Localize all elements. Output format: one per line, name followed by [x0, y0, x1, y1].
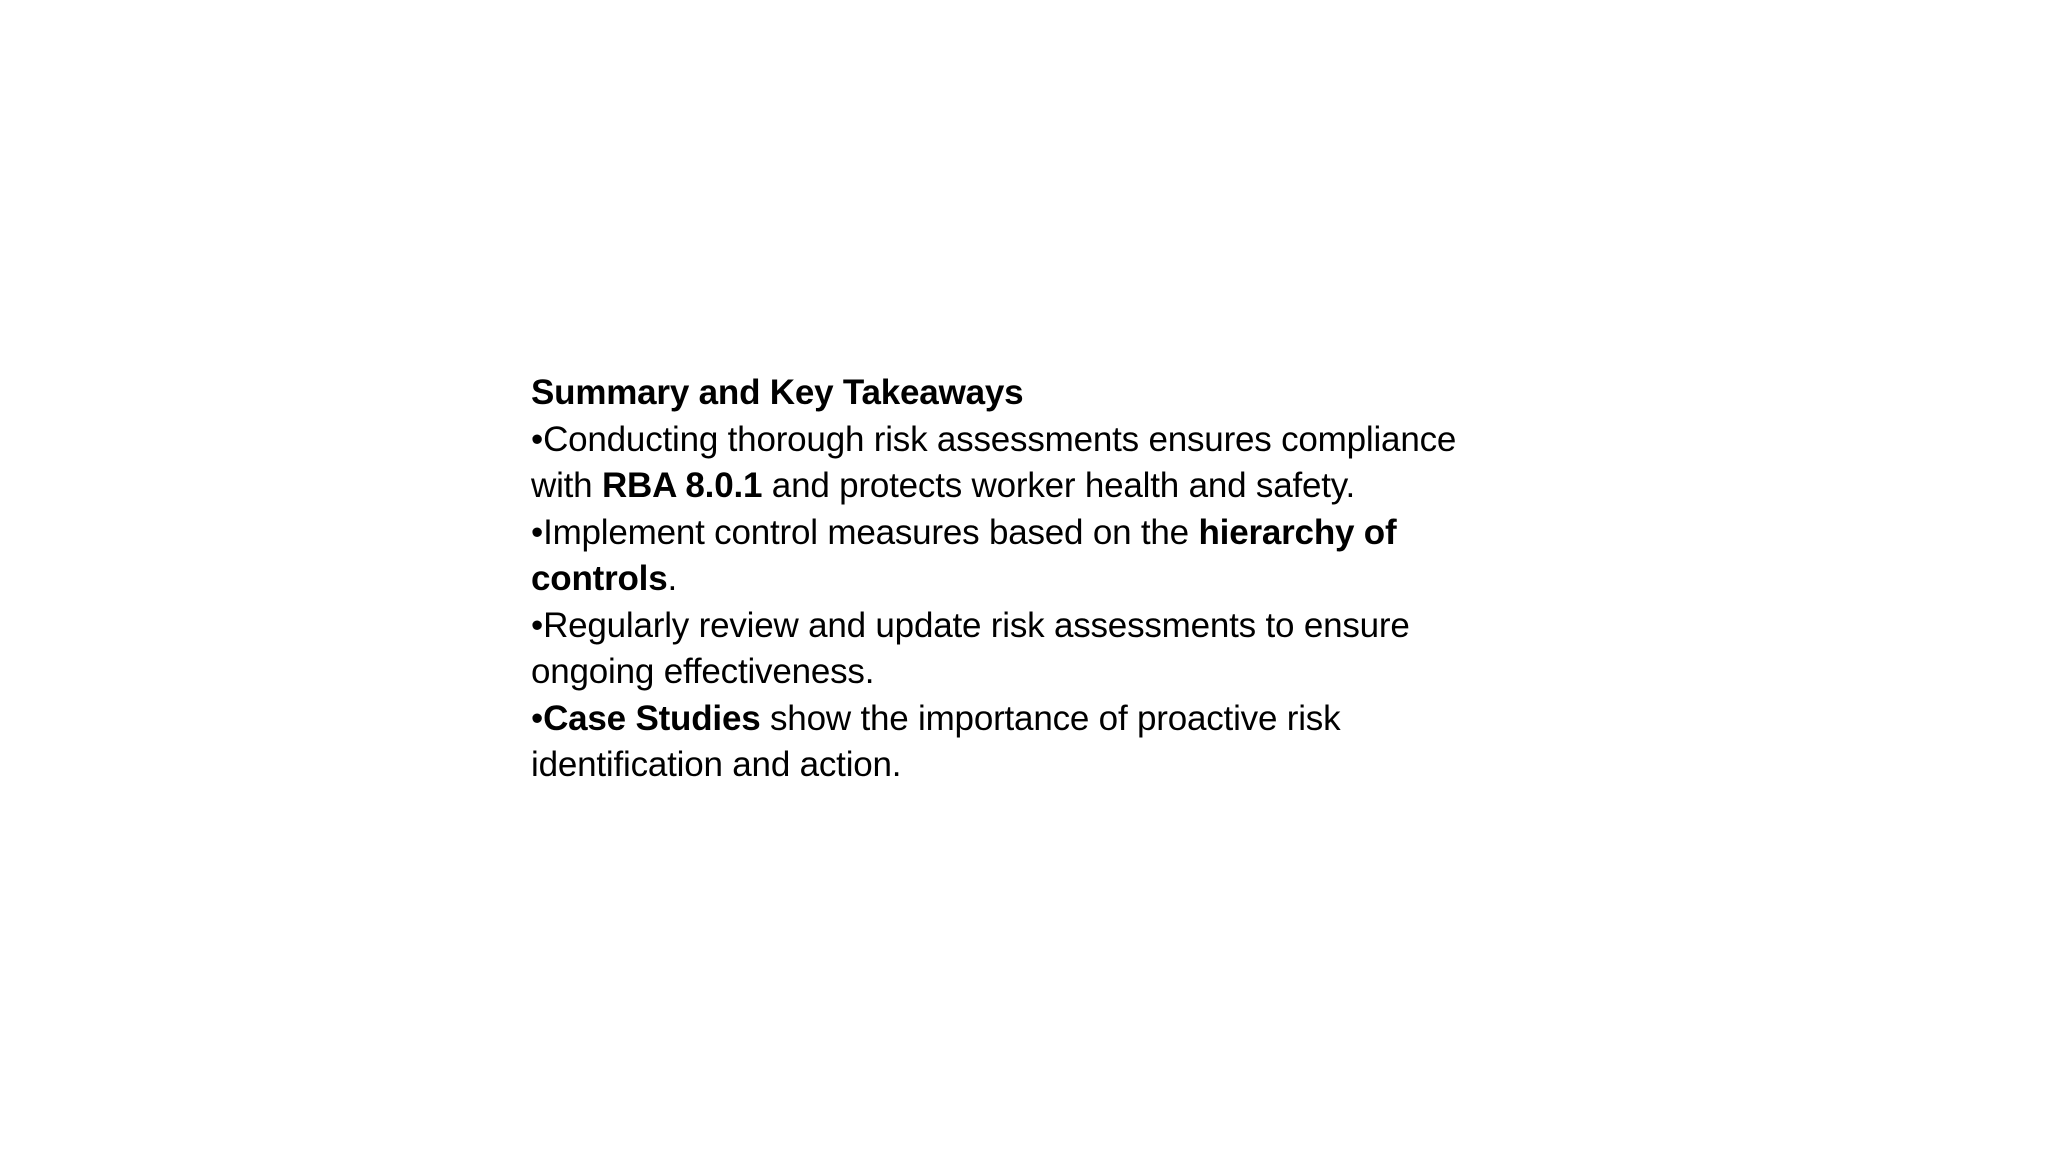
bullet-marker: • [531, 419, 544, 459]
bullet-item-1 [531, 417, 1491, 510]
bullet-text: show the importance of proactive risk identification and action. [531, 698, 1341, 784]
bullet-item-2 [531, 510, 1491, 603]
bullet-item-4 [531, 696, 1491, 789]
bullet-text: Conducting thorough risk assessments ensures compliance with [531, 419, 1457, 505]
bullet-text: Implement control measures based on the [543, 512, 1199, 552]
bullet-text-bold: RBA 8.0.1 [601, 466, 763, 505]
bullet-text: Regularly review and update risk assessments to ensure ongoing effectiveness. [531, 605, 1410, 691]
bullet-marker: • [531, 512, 544, 552]
bullet-marker: • [531, 698, 544, 738]
slide-heading: Summary and Key Takeaways [531, 373, 1024, 412]
bullet-text: and protects worker health and safety. [762, 466, 1356, 505]
bullet-marker: • [531, 605, 544, 645]
bullet-text: . [667, 559, 678, 598]
bullet-item-3 [531, 603, 1491, 696]
summary-text-box[interactable] [531, 370, 1491, 789]
bullet-text-bold: hierarchy of controls [531, 512, 1397, 598]
bullet-text-bold: Case Studies [543, 698, 761, 738]
